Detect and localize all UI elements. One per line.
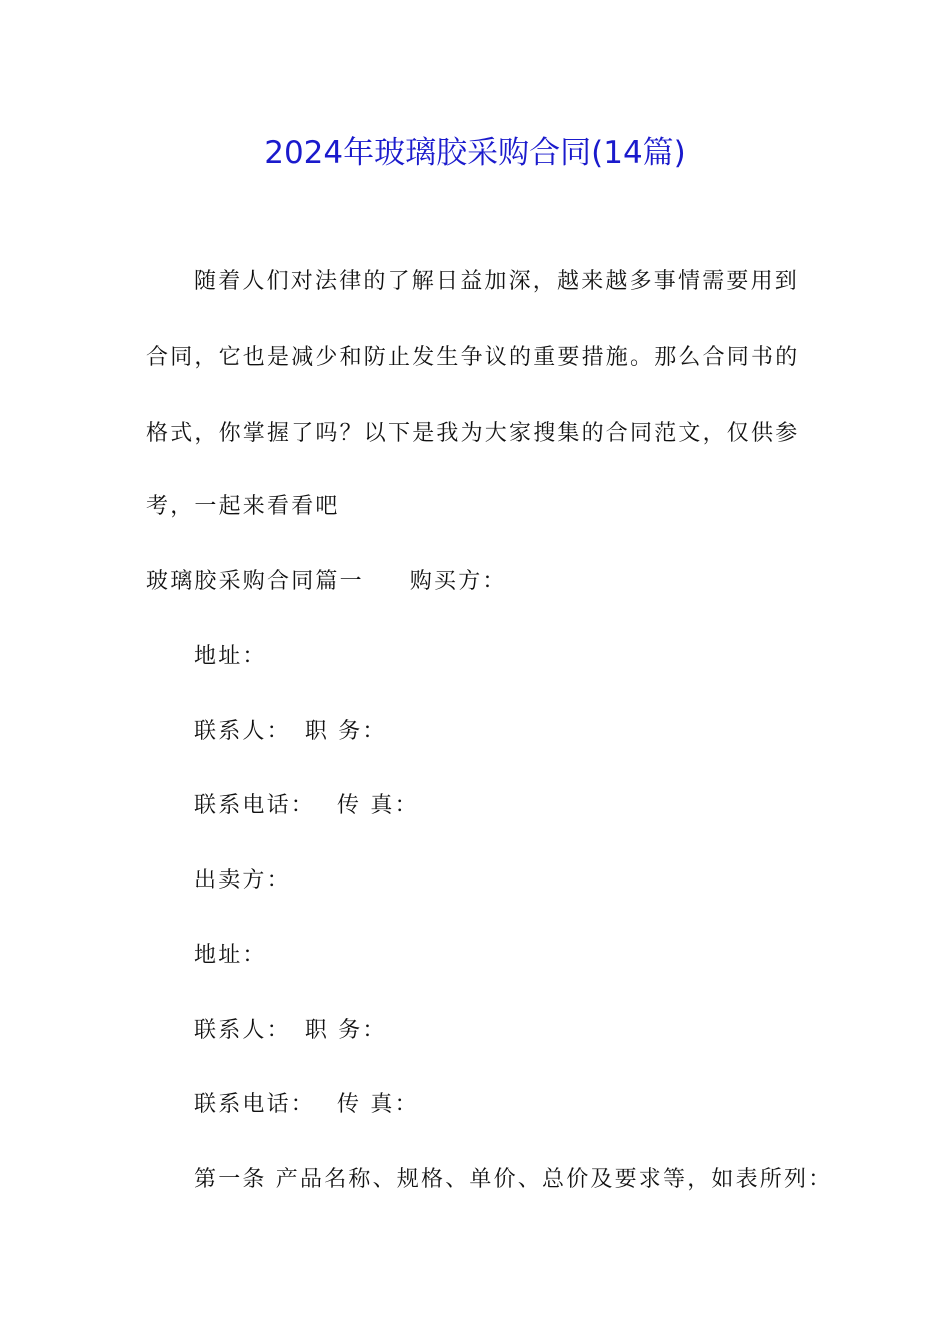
seller-contact-line <box>194 1014 387 1048</box>
intro-line-2: 合同，它也是减少和防止发生争议的重要措施。那么合同书的 <box>146 345 800 370</box>
seller-phone-label: 联系电话： <box>194 1092 316 1117</box>
seller-phone-line <box>194 1088 419 1122</box>
document-title: 2024年玻璃胶采购合同(14篇) <box>264 135 686 171</box>
intro-line-1: 随着人们对法律的了解日益加深，越来越多事情需要用到 <box>194 269 800 294</box>
intro-line-3: 格式，你掌握了吗？以下是我为大家搜集的合同范文，仅供参 <box>146 421 800 446</box>
buyer-address-line: 地址： <box>194 644 267 669</box>
buyer-fax-label: 传 真： <box>337 793 419 818</box>
section-heading: 玻璃胶采购合同篇一 <box>146 569 364 594</box>
article-1: 第一条 产品名称、规格、单价、总价及要求等，如表所列： <box>194 1167 833 1192</box>
intro-line-4: 考，一起来看看吧 <box>146 494 340 519</box>
seller-address-line: 地址： <box>194 943 267 968</box>
buyer-label: 购买方： <box>409 569 507 594</box>
seller-fax-label: 传 真： <box>337 1092 419 1117</box>
section-heading-line <box>146 565 507 599</box>
buyer-phone-label: 联系电话： <box>194 793 316 818</box>
seller-position-label: 职 务： <box>304 1018 387 1043</box>
buyer-position-label: 职 务： <box>304 719 387 744</box>
seller-contact-label: 联系人： <box>194 1018 291 1043</box>
seller-label: 出卖方： <box>194 868 291 893</box>
buyer-phone-line <box>194 789 419 823</box>
buyer-contact-label: 联系人： <box>194 719 291 744</box>
buyer-contact-line <box>194 715 387 749</box>
